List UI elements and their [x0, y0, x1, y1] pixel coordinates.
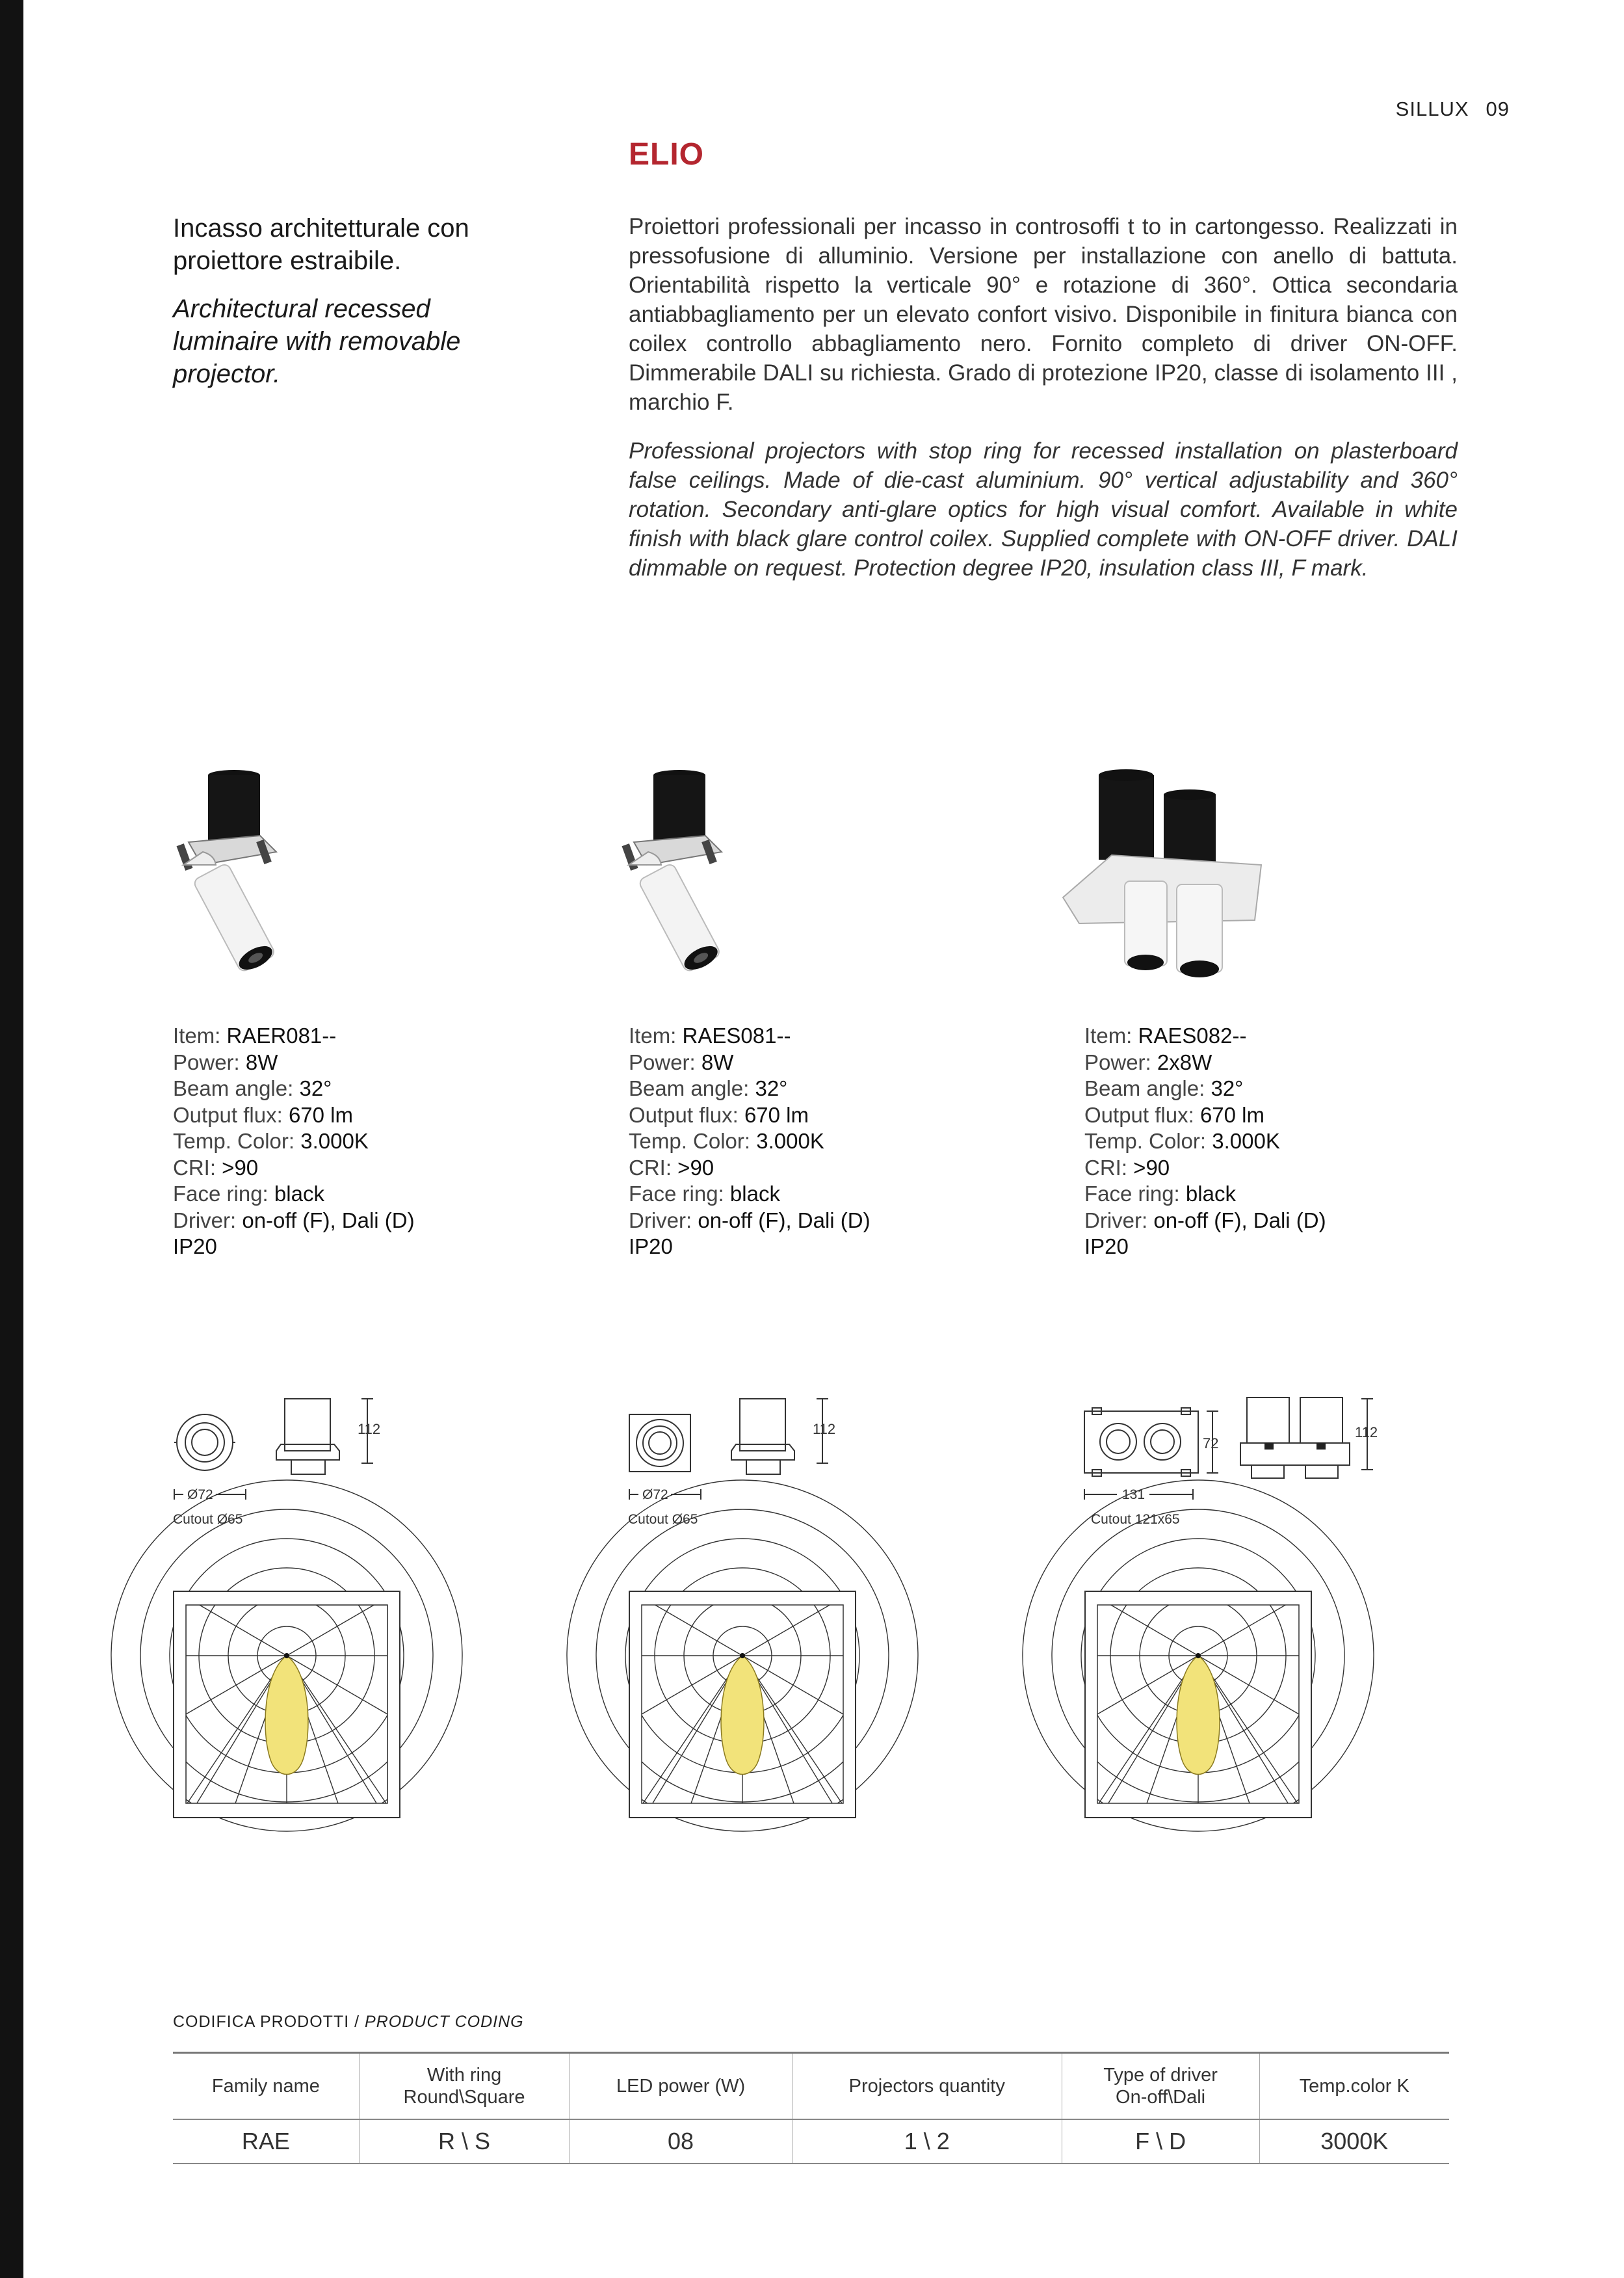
spec-beam-angle: Beam angle: 32°: [629, 1076, 788, 1100]
header-family-name: Family name: [173, 2053, 359, 2120]
spec-cri: CRI: >90: [173, 1155, 259, 1180]
value-with-ring: R \ S: [359, 2119, 569, 2164]
spec-item: Item: RAER081--: [173, 1024, 337, 1048]
spec-output-flux: Output flux: 670 lm: [629, 1102, 809, 1127]
spec-item: Item: RAES082--: [1084, 1024, 1247, 1048]
spec-list-raes081: [629, 1023, 1019, 1260]
dim-width-label: 131: [1122, 1487, 1146, 1502]
page-header: [1396, 98, 1510, 121]
product-photo-raer081: [163, 767, 319, 982]
spec-power: Power: 8W: [629, 1050, 734, 1074]
tagline: [173, 212, 537, 406]
spec-output-flux: Output flux: 670 lm: [173, 1102, 353, 1127]
spec-driver: Driver: on-off (F), Dali (D): [173, 1208, 415, 1232]
spec-ip: IP20: [629, 1234, 673, 1258]
spec-temp-color: Temp. Color: 3.000K: [173, 1129, 369, 1153]
spec-list-raes082: [1084, 1023, 1474, 1260]
dim-cutout-label: Cutout 121x65: [1091, 1512, 1180, 1527]
brand-name: SILLUX: [1395, 98, 1469, 120]
dim-height-label: 112: [358, 1421, 381, 1437]
description-english: Professional projectors with stop ring for recessed installation on plasterboard false ceilings. Made of die-cast aluminium. 90° vertical adjustability and 360° rotation. Secondary anti-glare optics for high visual comfort. Available in white finish with black glare control coilex. Supplied complete with ON-OFF driver. DALI dimmable on request. Protection degree IP20, insulation class III, F mark.: [629, 438, 1458, 581]
dim-cutout-label: Cutout Ø65: [628, 1512, 698, 1527]
spec-list-raer081: [173, 1023, 563, 1260]
spec-driver: Driver: on-off (F), Dali (D): [629, 1208, 871, 1232]
dim-width-label: Ø72: [187, 1487, 213, 1502]
spec-beam-angle: Beam angle: 32°: [173, 1076, 332, 1100]
header-temp-color: Temp.color K: [1259, 2053, 1449, 2120]
spec-face-ring: Face ring: black: [173, 1182, 324, 1206]
description-italian: Proiettori professionali per incasso in controsoffi t to in cartongesso. Realizzati in pressofusione di alluminio. Versione per installazione con anello di battuta. Orientabilità rispetto la verticale 90° e rotazione di 360°. Ottica secondaria antiabbagliamento per un elevato confort visivo. Disponibile in finitura bianca con coilex controllo abbagliamento nero. Fornito completo di driver ON-OFF. Dimmerabile DALI su richiesta. Grado di protezione IP20, classe di isolamento III , marchio F.: [629, 214, 1458, 415]
technical-drawing-raes082: [1079, 1388, 1378, 1531]
polar-light-distribution-raes082: [1084, 1591, 1312, 1818]
dim-height-label: 112: [813, 1421, 836, 1437]
product-photo-raes082: [1060, 767, 1281, 982]
spec-driver: Driver: on-off (F), Dali (D): [1084, 1208, 1326, 1232]
left-sidebar-bar: [0, 0, 23, 2278]
spec-beam-angle: Beam angle: 32°: [1084, 1076, 1244, 1100]
product-coding-label: CODIFICA PRODOTTI / PRODUCT CODING: [173, 2013, 524, 2031]
spec-face-ring: Face ring: black: [629, 1182, 780, 1206]
spec-face-ring: Face ring: black: [1084, 1182, 1236, 1206]
description: [629, 212, 1458, 602]
value-temp-color: 3000K: [1259, 2119, 1449, 2164]
page-number: 09: [1486, 98, 1510, 120]
value-projectors-quantity: 1 \ 2: [792, 2119, 1062, 2164]
spec-output-flux: Output flux: 670 lm: [1084, 1102, 1264, 1127]
technical-drawing-raer081: [169, 1388, 462, 1531]
product-photo-raes081: [608, 767, 764, 982]
value-led-power: 08: [570, 2119, 792, 2164]
technical-drawing-raes081: [624, 1388, 917, 1531]
header-projectors-quantity: Projectors quantity: [792, 2053, 1062, 2120]
tagline-english: Architectural recessed luminaire with removable projector.: [173, 295, 461, 388]
spec-temp-color: Temp. Color: 3.000K: [1084, 1129, 1280, 1153]
polar-light-distribution-raes081: [629, 1591, 856, 1818]
polar-light-distribution-raer081: [173, 1591, 400, 1818]
spec-power: Power: 2x8W: [1084, 1050, 1212, 1074]
dim-cutout-label: Cutout Ø65: [173, 1512, 243, 1527]
dim-height-label: 112: [1355, 1424, 1378, 1440]
coding-value-row: [173, 2119, 1449, 2164]
dim-depth-label: 72: [1203, 1435, 1219, 1451]
spec-power: Power: 8W: [173, 1050, 278, 1074]
value-driver-type: F \ D: [1062, 2119, 1259, 2164]
value-family-name: RAE: [173, 2119, 359, 2164]
product-family-title: ELIO: [629, 137, 705, 172]
spec-ip: IP20: [1084, 1234, 1129, 1258]
spec-cri: CRI: >90: [629, 1155, 714, 1180]
spec-cri: CRI: >90: [1084, 1155, 1170, 1180]
spec-temp-color: Temp. Color: 3.000K: [629, 1129, 824, 1153]
product-coding-table: [173, 2052, 1449, 2164]
header-led-power: LED power (W): [570, 2053, 792, 2120]
spec-ip: IP20: [173, 1234, 217, 1258]
coding-header-row: [173, 2053, 1449, 2120]
header-with-ring: With ring Round\Square: [359, 2053, 569, 2120]
spec-item: Item: RAES081--: [629, 1024, 791, 1048]
tagline-italian: Incasso architetturale con proiettore estraibile.: [173, 214, 469, 275]
header-driver-type: Type of driver On-off\Dali: [1062, 2053, 1259, 2120]
dim-width-label: Ø72: [642, 1487, 668, 1502]
